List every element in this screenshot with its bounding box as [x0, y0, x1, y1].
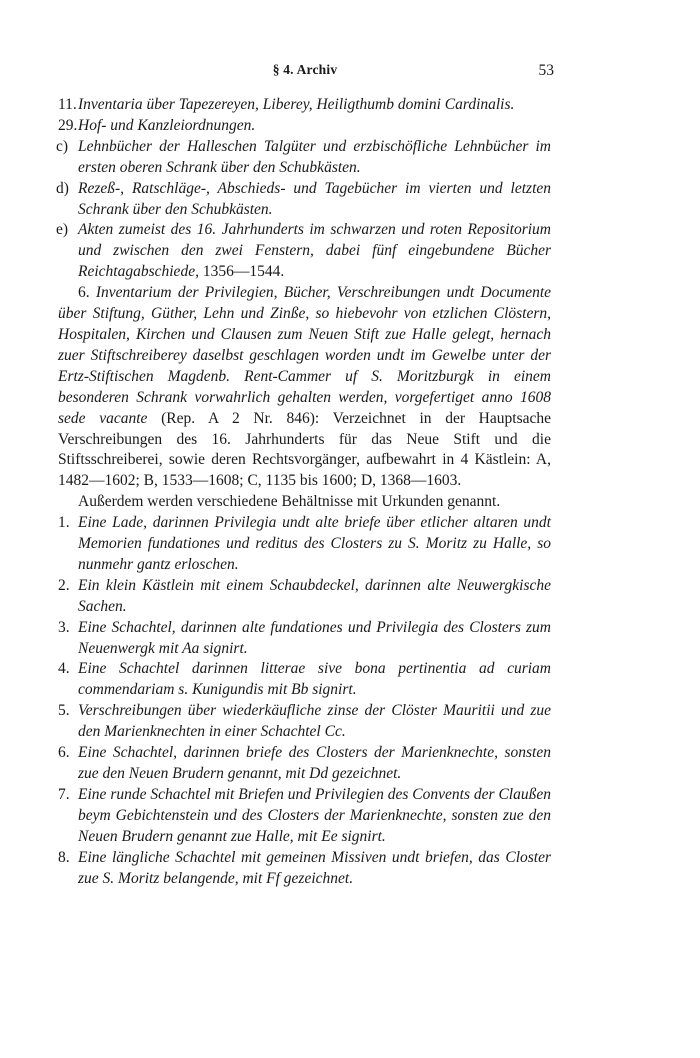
list-item-text: Eine Schachtel darinnen litterae sive bona pertinentia ad curiam commendariam s. Kunigundis mit Bb signirt. [78, 660, 551, 699]
sub-item-number: 11. [58, 96, 77, 113]
list-item-text: Ein klein Kästlein mit einem Schaubdeckel, darinnen alte Neuwergkische Sachen. [78, 576, 551, 615]
list-item-number: 4. [58, 660, 70, 678]
list-item-number: 8. [58, 848, 70, 866]
list-item-2 [58, 576, 551, 618]
sub-item-11 [58, 95, 551, 116]
list-item-4 [58, 659, 551, 701]
running-head [56, 62, 554, 82]
list-item-6 [58, 743, 551, 785]
list-item-5 [58, 701, 551, 743]
list-item-number: 6. [58, 744, 70, 762]
list-item-text: Verschreibungen über wiederkäufliche zinse der Clöster Mauritii und zue den Marienknechten in einer Schachtel Cc. [78, 702, 551, 741]
list-item-7 [58, 785, 551, 848]
lettered-item-d [58, 179, 551, 221]
list-item-text: Eine längliche Schachtel mit gemeinen Missiven undt briefen, das Closter zue S. Moritz belangende, mit Ff gezeichnet. [78, 848, 551, 887]
item-text: Rezeß-, Ratschläge-, Abschieds- und Tagebücher im vierten und letzten Schrank über den Schubkästen. [78, 179, 551, 218]
lettered-item-c [58, 137, 551, 179]
list-item-number: 5. [58, 702, 70, 720]
list-item-number: 3. [58, 618, 70, 636]
list-item-3 [58, 618, 551, 660]
list-item-text: Eine Schachtel, darinnen briefe des Closters der Marienknechte, sonsten zue den Neuen Brudern genannt, mit Dd gezeichnet. [78, 744, 551, 782]
list-item-number: 2. [58, 576, 70, 594]
list-item-text: Eine runde Schachtel mit Briefen und Privilegien des Convents der Claußen beym Gebichtenstein und des Closters der Marienknechte, sonsten zue den Neuen Brudern genannt zue Halle, mit Ee signirt. [78, 785, 551, 845]
list-item-text: Eine Schachtel, darinnen alte fundationes und Privilegia des Closters zum Neuenwergk mit Aa signirt. [78, 618, 551, 657]
sub-item-29 [58, 116, 551, 137]
paragraph-italic-title: Inventarium der Privilegien, Bücher, Verschreibungen undt Documente über Stiftung, Güther, Lehn und Zinße, so hiebevohr von etzlichen Clöstern, Hospitalen, Kirchen und Clausen zum Neuen Stift zue Halle gelegt, hernach zuer Stiftschreiberey daselbst geschlagen worden undt im Gewelbe unter der Ertz-Stiftischen Magdenb. Rent-Cammer uf S. Moritzburgk in einem besonderen Schrank vorwahrlich gehalten werden, vorgefertiget anno 1608 sede vacante [58, 284, 552, 427]
list-item-number: 7. [58, 785, 70, 803]
item-text-italic: Akten zumeist des 16. Jahrhunderts im schwarzen und roten Repositorium und zwischen den zwei Fenstern, dabei fünf eingebundene Bücher Reichtagabschiede, [78, 221, 551, 281]
paragraph-number: 6. [78, 284, 90, 302]
sub-item-text: Hof- und Kanzleiordnungen. [78, 116, 256, 134]
list-item-1 [58, 513, 551, 576]
paragraph-6 [58, 283, 551, 492]
item-text: Lehnbücher der Halleschen Talgüter und erzbischöfliche Lehnbücher im ersten oberen Schrank über den Schubkästen. [78, 137, 551, 176]
item-letter: e) [56, 221, 69, 239]
lettered-item-e [58, 220, 551, 283]
body-text [58, 95, 551, 889]
list-item-8 [58, 848, 551, 890]
list-item-text: Eine Lade, darinnen Privilegia undt alte briefe über etlicher altaren undt Memorien fundationes und reditus des Closters zu S. Moritz zu Halle, so nunmehr gantz erloschen. [78, 514, 551, 573]
sub-item-number: 29. [58, 116, 78, 134]
item-text-roman: 1356—1544. [198, 263, 285, 281]
sub-item-text: Inventaria über Tapezereyen, Liberey, Heiligthumb domini Cardinalis. [78, 96, 515, 113]
item-letter: c) [56, 137, 69, 155]
paragraph-body: (Rep. A 2 Nr. 846): Verzeichnet in der Hauptsache Verschreibungen des 16. Jahrhunderts für das Neue Stift und die Stiftsschreiberei, sowie deren Rechtsvorgänger, aufbewahrt in 4 Kästlein: A, 1482—1602; B, 1533—1608; C, 1135 bis 1600; D, 1368—1603. [58, 409, 551, 490]
page-number: 53 [538, 62, 554, 79]
item-letter: d) [56, 179, 69, 197]
running-title: § 4. Archiv [272, 62, 338, 77]
list-item-number: 1. [58, 514, 70, 532]
paragraph-extra: Außerdem werden verschiedene Behältnisse mit Urkunden genannt. [78, 493, 501, 511]
